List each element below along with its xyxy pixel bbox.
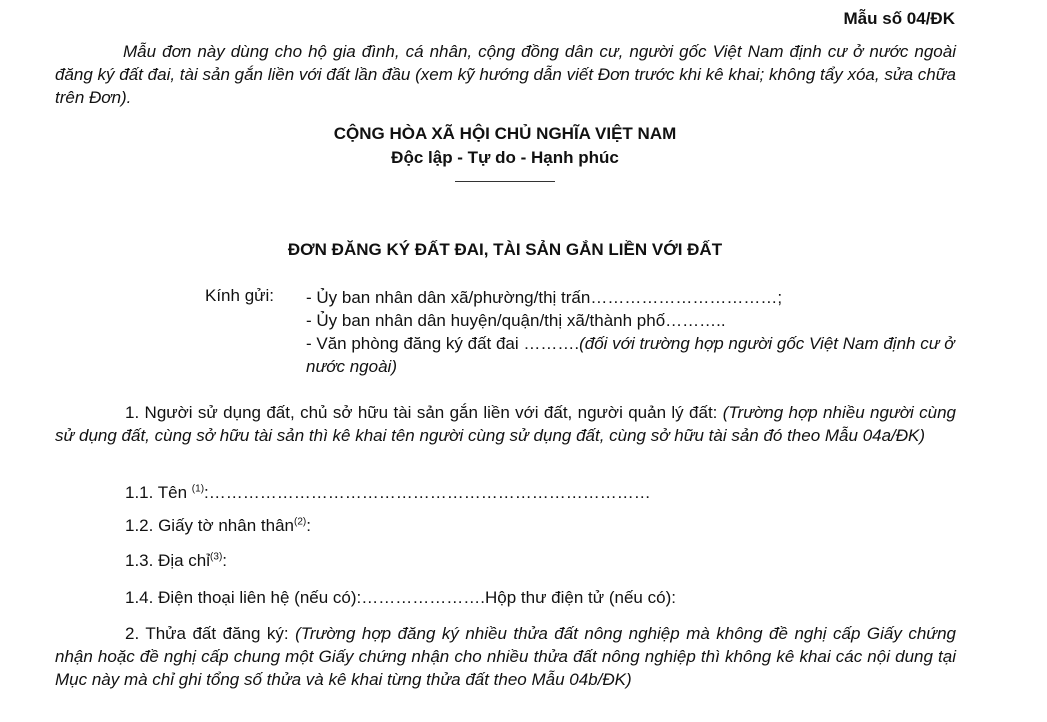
section-1-note: (Trường hợp nhiều người cùng sử dụng đất, cùng sở hữu tài sản thì kê khai tên người cùng sử dụng đất, cùng sở hữu tài sản đó theo Mẫu 04a/ĐK) — [55, 403, 956, 445]
recipient-land-office-text: - Văn phòng đăng ký đất đai ………. — [306, 334, 580, 353]
section-1-title: 1. Người sử dụng đất, chủ sở hữu tài sản gắn liền với đất, người quản lý đất: — [125, 403, 723, 422]
section-2-heading — [55, 622, 956, 691]
field-id-doc — [125, 516, 311, 536]
field-name — [125, 483, 651, 503]
footnote-3: (3) — [210, 551, 223, 563]
field-address-colon: : — [222, 551, 228, 570]
nation-title: CỘNG HÒA XÃ HỘI CHỦ NGHĨA VIỆT NAM — [333, 124, 677, 143]
field-phone-email: 1.4. Điện thoại liên hệ (nếu có):………………….Hộp thư điện tử (nếu có): — [125, 588, 676, 607]
motto: Độc lập - Tự do - Hạnh phúc — [391, 148, 619, 167]
recipient-label: Kính gửi: — [205, 286, 275, 305]
recipient-land-office — [306, 332, 956, 378]
field-id-colon: : — [306, 516, 311, 535]
field-name-dots: :…………………………………………………………………… — [204, 483, 651, 502]
footnote-1: (1) — [191, 483, 205, 495]
form-number: Mẫu số 04/ĐK — [843, 9, 955, 28]
usage-note: Mẫu đơn này dùng cho hộ gia đình, cá nhân, cộng đồng dân cư, người gốc Việt Nam định cư ở nước ngoài đăng ký đất đai, tài sản gắn liền với đất lần đầu (xem kỹ hướng dẫn viết Đơn trước khi kê khai; không tẩy xóa, sửa chữa trên Đơn). — [55, 42, 956, 107]
document-title: ĐƠN ĐĂNG KÝ ĐẤT ĐAI, TÀI SẢN GẮN LIỀN VỚI ĐẤT — [287, 240, 723, 259]
section-2-title: 2. Thửa đất đăng ký: — [125, 624, 296, 643]
field-id-label: 1.2. Giấy tờ nhân thân — [125, 516, 294, 535]
recipient-commune: - Ủy ban nhân dân xã/phường/thị trấn……………………………; — [306, 288, 783, 307]
field-address — [125, 551, 227, 571]
field-name-label: 1.1. Tên — [125, 483, 192, 502]
recipient-land-office-note: (đối với trường hợp người gốc Việt Nam định cư ở nước ngoài) — [306, 334, 955, 376]
section-1-heading — [55, 401, 956, 447]
field-address-label: 1.3. Địa chỉ — [125, 551, 211, 570]
divider — [455, 181, 555, 182]
footnote-2: (2) — [293, 516, 307, 528]
recipient-district: - Ủy ban nhân dân huyện/quận/thị xã/thành phố……….. — [306, 311, 726, 330]
section-2-note: (Trường hợp đăng ký nhiều thửa đất nông nghiệp mà không đề nghị cấp Giấy chứng nhận hoặc đề nghị cấp chung một Giấy chứng nhận cho nhiều thửa đất nông nghiệp thì không kê khai các nội dung tại Mục này mà chỉ ghi tổng số thửa và kê khai từng thửa đất theo Mẫu 04b/ĐK) — [55, 624, 956, 689]
